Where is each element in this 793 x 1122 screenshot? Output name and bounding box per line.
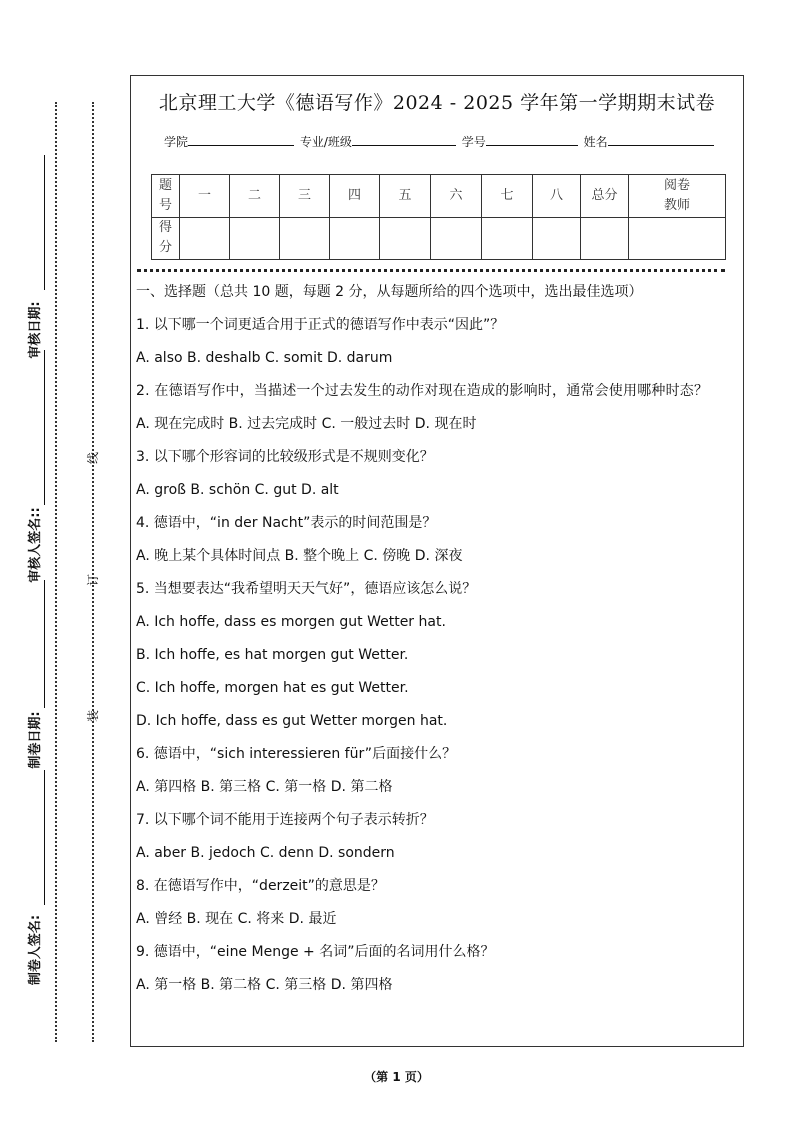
student-id-label: 学号 (461, 135, 486, 149)
binding-mark-ding: 订 (86, 574, 100, 587)
question-stem: 2. 在德语写作中，当描述一个过去发生的动作对现在造成的影响时，通常会使用哪种时态？ (136, 383, 709, 399)
col-header: 三 (280, 175, 330, 218)
name-label: 姓名 (583, 135, 608, 149)
exam-frame (130, 75, 744, 1047)
score-table (151, 174, 726, 260)
question-stem: 3. 以下哪个形容词的比较级形式是不规则变化？ (136, 449, 434, 465)
exam-title: 北京理工大学《德语写作》2024 - 2025 学年第一学期期末试卷 (158, 92, 716, 114)
margin-dotted-line-outer (55, 102, 57, 1042)
question-stem: 1. 以下哪一个词更适合用于正式的德语写作中表示“因此”？ (136, 317, 505, 333)
question-options: A. 第四格 B. 第三格 C. 第一格 D. 第二格 (136, 779, 393, 795)
question-options: A. 现在完成时 B. 过去完成时 C. 一般过去时 D. 现在时 (136, 416, 477, 432)
question-options: A. aber B. jedoch C. denn D. sondern (136, 845, 395, 861)
question-options: A. also B. deshalb C. somit D. darum (136, 350, 393, 366)
col-header: 七 (482, 175, 533, 218)
question-option: A. Ich hoffe, dass es morgen gut Wetter hat. (136, 614, 446, 630)
score-cell[interactable] (180, 217, 230, 260)
question-option: B. Ich hoffe, es hat morgen gut Wetter. (136, 647, 409, 663)
score-cell[interactable] (482, 217, 533, 260)
score-value-row (152, 217, 726, 260)
col-header: 一 (180, 175, 230, 218)
reviewer-signature-line (44, 350, 45, 505)
col-header: 二 (230, 175, 280, 218)
question-stem: 9. 德语中，“eine Menge + 名词”后面的名词用什么格？ (136, 944, 495, 960)
compile-date-line (44, 580, 45, 708)
review-date-line (44, 155, 45, 290)
col-header: 五 (380, 175, 431, 218)
col-header-total: 总分 (581, 175, 629, 218)
college-label: 学院 (164, 135, 189, 149)
col-header: 四 (330, 175, 380, 218)
compiler-signature-line (44, 770, 45, 905)
name-field[interactable] (608, 133, 714, 146)
score-cell[interactable] (533, 217, 581, 260)
col-header: 八 (533, 175, 581, 218)
binding-mark-line-top: 线 (86, 452, 100, 465)
score-cell-grader[interactable] (629, 217, 726, 260)
question-section (136, 282, 742, 1008)
row-label-score: 得 分 (152, 217, 180, 260)
score-cell[interactable] (230, 217, 280, 260)
score-cell[interactable] (330, 217, 380, 260)
question-options: A. groß B. schön C. gut D. alt (136, 482, 339, 498)
question-stem: 5. 当想要表达“我希望明天天气好”，德语应该怎么说？ (136, 581, 477, 597)
score-cell[interactable] (280, 217, 330, 260)
major-class-label: 专业/班级 (299, 135, 352, 149)
binding-mark-line-bottom: 装 (86, 710, 100, 723)
question-stem: 4. 德语中，“in der Nacht”表示的时间范围是？ (136, 515, 437, 531)
question-option: C. Ich hoffe, morgen hat es gut Wetter. (136, 680, 409, 696)
question-option: D. Ich hoffe, dass es gut Wetter morgen hat. (136, 713, 448, 729)
row-label-question-number: 题 号 (152, 175, 180, 218)
question-stem: 7. 以下哪个词不能用于连接两个句子表示转折？ (136, 812, 434, 828)
reviewer-signature-label: 审核人签名:: (28, 507, 43, 583)
score-header-row (152, 175, 726, 218)
question-options: A. 第一格 B. 第二格 C. 第三格 D. 第四格 (136, 977, 393, 993)
review-date-label: 审核日期: (28, 301, 43, 359)
col-header: 六 (431, 175, 482, 218)
student-id-field[interactable] (486, 133, 578, 146)
compile-date-label: 制卷日期: (28, 711, 43, 769)
col-header-grader: 阅卷 教师 (629, 175, 726, 218)
question-stem: 8. 在德语写作中，“derzeit”的意思是？ (136, 878, 385, 894)
question-options: A. 晚上某个具体时间点 B. 整个晚上 C. 傍晚 D. 深夜 (136, 548, 463, 564)
dotted-separator (137, 269, 725, 272)
section-heading: 一、选择题（总共 10 题，每题 2 分，从每题所给的四个选项中，选出最佳选项） (136, 284, 643, 300)
compiler-signature-label: 制卷人签名: (28, 914, 43, 986)
question-options: A. 曾经 B. 现在 C. 将来 D. 最近 (136, 911, 337, 927)
score-cell-total[interactable] (581, 217, 629, 260)
score-cell[interactable] (431, 217, 482, 260)
score-cell[interactable] (380, 217, 431, 260)
question-stem: 6. 德语中，“sich interessieren für”后面接什么？ (136, 746, 457, 762)
page-number: （第 1 页） (364, 1070, 429, 1084)
student-info-row (164, 133, 716, 150)
major-class-field[interactable] (352, 133, 456, 146)
college-field[interactable] (188, 133, 294, 146)
